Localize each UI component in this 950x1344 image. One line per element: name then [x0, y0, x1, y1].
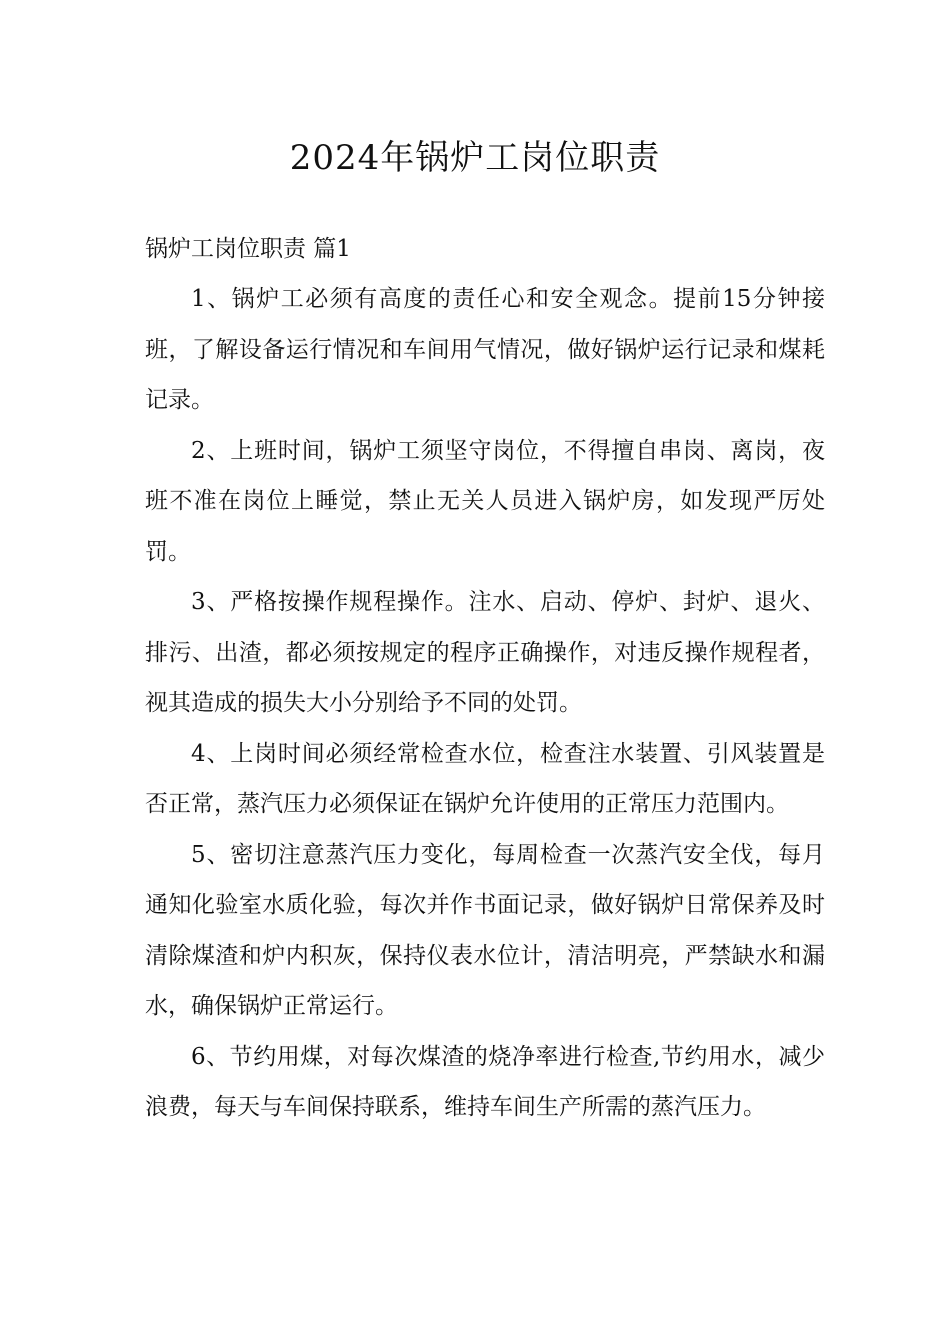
- document-title: 2024年锅炉工岗位职责: [289, 138, 661, 178]
- paragraph-6: 6、节约用煤，对每次煤渣的烧净率进行检查,节约用水，减少浪费，每天与车间保持联系，维持车间生产所需的蒸汽压力。: [145, 1043, 825, 1120]
- paragraph-3: 3、严格按操作规程操作。注水、启动、停炉、封炉、退火、排污、出渣，都必须按规定的程序正确操作，对违反操作规程者，视其造成的损失大小分别给予不同的处罚。: [145, 589, 825, 716]
- document-body: [145, 224, 825, 1133]
- paragraph-5: 5、密切注意蒸汽压力变化，每周检查一次蒸汽安全伐，每月通知化验室水质化验，每次并作书面记录，做好锅炉日常保养及时清除煤渣和炉内积灰，保持仪表水位计，清洁明亮，严禁缺水和漏水，确保锅炉正常运行。: [145, 841, 825, 1019]
- paragraph-1: 1、锅炉工必须有高度的责任心和安全观念。提前15分钟接班，了解设备运行情况和车间用气情况，做好锅炉运行记录和煤耗记录。: [145, 286, 825, 413]
- paragraph-4: 4、上岗时间必须经常检查水位，检查注水装置、引风装置是否正常，蒸汽压力必须保证在锅炉允许使用的正常压力范围内。: [145, 740, 825, 817]
- section-heading: 锅炉工岗位职责 篇1: [145, 236, 351, 262]
- paragraph-2: 2、上班时间，锅炉工须坚守岗位，不得擅自串岗、离岗，夜班不准在岗位上睡觉，禁止无关人员进入锅炉房，如发现严厉处罚。: [145, 437, 825, 565]
